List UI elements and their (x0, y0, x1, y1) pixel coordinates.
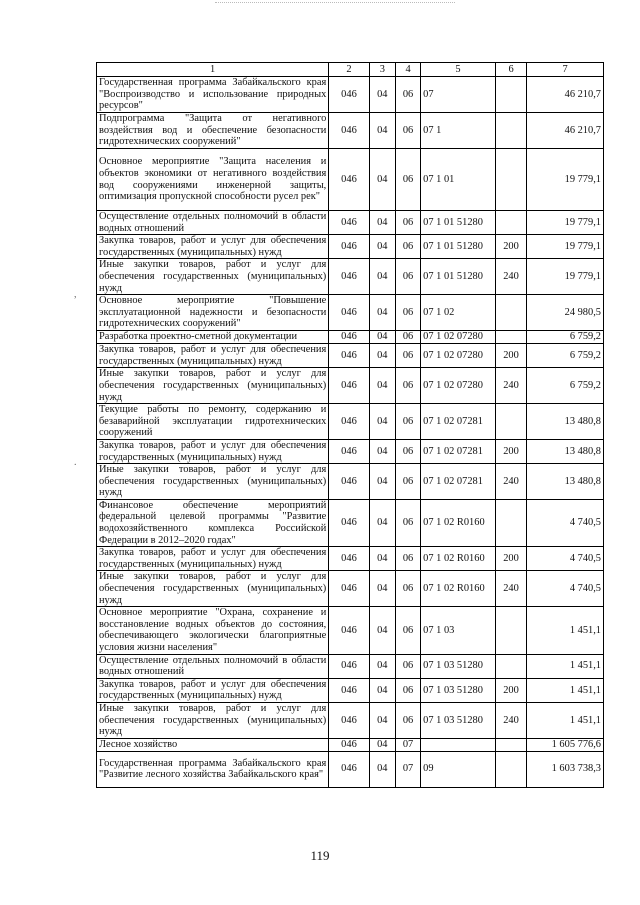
sum-cell: 19 779,1 (527, 259, 604, 295)
pr-cell: 06 (395, 368, 420, 404)
csr-cell: 09 (421, 751, 496, 787)
rz-cell: 04 (369, 738, 395, 751)
sum-cell: 46 210,7 (527, 77, 604, 113)
row-name-cell: Закупка товаров, работ и услуг для обеспечения государственных (муниципальных) нужд (97, 678, 329, 702)
pr-cell: 06 (395, 235, 420, 259)
pr-cell: 06 (395, 331, 420, 344)
rz-cell: 04 (369, 295, 395, 331)
vr-cell (495, 77, 526, 113)
row-name-cell: Подпрограмма "Защита от негативного воздействия вод и обеспечение безопасности гидротехнических сооружений" (97, 113, 329, 149)
rz-cell: 04 (369, 678, 395, 702)
rz-cell: 04 (369, 607, 395, 654)
vr-cell (495, 404, 526, 440)
row-name-cell: Государственная программа Забайкальского края "Воспроизводство и использование природных ресурсов" (97, 77, 329, 113)
sum-cell: 1 605 776,6 (527, 738, 604, 751)
rz-cell: 04 (369, 259, 395, 295)
pr-cell: 06 (395, 464, 420, 500)
row-name-cell: Закупка товаров, работ и услуг для обеспечения государственных (муниципальных) нужд (97, 547, 329, 571)
table-row (97, 439, 604, 463)
rz-cell: 04 (369, 331, 395, 344)
gr-cell: 046 (329, 547, 369, 571)
pr-cell: 06 (395, 547, 420, 571)
row-name-cell: Государственная программа Забайкальского края "Развитие лесного хозяйства Забайкальского края" (97, 751, 329, 787)
rz-cell: 04 (369, 571, 395, 607)
row-name-cell: Основное мероприятие "Охрана, сохранение и восстановление водных объектов до состояния, обеспечивающего экологически благоприятные условия жизни населения" (97, 607, 329, 654)
vr-cell (495, 654, 526, 678)
vr-cell (495, 211, 526, 235)
sum-cell: 1 451,1 (527, 678, 604, 702)
vr-cell: 240 (495, 464, 526, 500)
margin-mark: . (74, 457, 77, 468)
rz-cell: 04 (369, 149, 395, 211)
gr-cell: 046 (329, 751, 369, 787)
row-name-cell: Закупка товаров, работ и услуг для обеспечения государственных (муниципальных) нужд (97, 439, 329, 463)
gr-cell: 046 (329, 654, 369, 678)
rz-cell: 04 (369, 751, 395, 787)
sum-cell: 1 451,1 (527, 702, 604, 738)
vr-cell: 200 (495, 547, 526, 571)
sum-cell: 1 451,1 (527, 607, 604, 654)
table-row (97, 259, 604, 295)
vr-cell: 240 (495, 368, 526, 404)
csr-cell: 07 1 03 (421, 607, 496, 654)
table-row (97, 295, 604, 331)
csr-cell: 07 1 02 07281 (421, 439, 496, 463)
row-name-cell: Иные закупки товаров, работ и услуг для обеспечения государственных (муниципальных) нужд (97, 368, 329, 404)
csr-cell: 07 1 02 (421, 295, 496, 331)
header-cell: 2 (329, 63, 369, 77)
vr-cell (495, 149, 526, 211)
vr-cell: 240 (495, 571, 526, 607)
table-row (97, 738, 604, 751)
row-name-cell: Основное мероприятие "Защита населения и объектов экономики от негативного воздействия вод сооружениями инженерной защиты, оптимизация пропускной способности русел рек" (97, 149, 329, 211)
csr-cell: 07 1 02 07281 (421, 404, 496, 440)
row-name-cell: Иные закупки товаров, работ и услуг для обеспечения государственных (муниципальных) нужд (97, 464, 329, 500)
sum-cell: 19 779,1 (527, 149, 604, 211)
table-row (97, 368, 604, 404)
rz-cell: 04 (369, 211, 395, 235)
row-name-cell: Закупка товаров, работ и услуг для обеспечения государственных (муниципальных) нужд (97, 235, 329, 259)
row-name-cell: Иные закупки товаров, работ и услуг для обеспечения государственных (муниципальных) нужд (97, 702, 329, 738)
sum-cell: 6 759,2 (527, 344, 604, 368)
gr-cell: 046 (329, 571, 369, 607)
sum-cell: 4 740,5 (527, 547, 604, 571)
rz-cell: 04 (369, 344, 395, 368)
header-cell: 5 (421, 63, 496, 77)
rz-cell: 04 (369, 77, 395, 113)
csr-cell: 07 1 02 R0160 (421, 547, 496, 571)
csr-cell: 07 1 01 51280 (421, 259, 496, 295)
csr-cell: 07 1 01 (421, 149, 496, 211)
rz-cell: 04 (369, 235, 395, 259)
pr-cell: 06 (395, 344, 420, 368)
csr-cell: 07 1 02 07280 (421, 344, 496, 368)
table-row (97, 211, 604, 235)
pr-cell: 06 (395, 149, 420, 211)
table-row (97, 654, 604, 678)
rz-cell: 04 (369, 439, 395, 463)
sum-cell: 6 759,2 (527, 368, 604, 404)
rz-cell: 04 (369, 654, 395, 678)
pr-cell: 06 (395, 571, 420, 607)
csr-cell: 07 1 (421, 113, 496, 149)
sum-cell: 13 480,8 (527, 439, 604, 463)
sum-cell: 46 210,7 (527, 113, 604, 149)
sum-cell: 4 740,5 (527, 499, 604, 546)
vr-cell (495, 738, 526, 751)
rz-cell: 04 (369, 404, 395, 440)
pr-cell: 06 (395, 77, 420, 113)
header-cell: 4 (395, 63, 420, 77)
table-row (97, 149, 604, 211)
table-row (97, 607, 604, 654)
vr-cell: 240 (495, 259, 526, 295)
table-row (97, 77, 604, 113)
gr-cell: 046 (329, 607, 369, 654)
header-cell: 3 (369, 63, 395, 77)
vr-cell (495, 295, 526, 331)
vr-cell (495, 499, 526, 546)
sum-cell: 19 779,1 (527, 211, 604, 235)
pr-cell: 06 (395, 702, 420, 738)
budget-table (96, 62, 604, 788)
pr-cell: 06 (395, 259, 420, 295)
rz-cell: 04 (369, 368, 395, 404)
table-row (97, 235, 604, 259)
gr-cell: 046 (329, 149, 369, 211)
pr-cell: 06 (395, 295, 420, 331)
rz-cell: 04 (369, 547, 395, 571)
rz-cell: 04 (369, 702, 395, 738)
csr-cell: 07 1 01 51280 (421, 211, 496, 235)
pr-cell: 06 (395, 211, 420, 235)
csr-cell: 07 1 03 51280 (421, 702, 496, 738)
gr-cell: 046 (329, 702, 369, 738)
csr-cell: 07 1 03 51280 (421, 678, 496, 702)
vr-cell: 200 (495, 439, 526, 463)
table-row (97, 113, 604, 149)
gr-cell: 046 (329, 678, 369, 702)
pr-cell: 06 (395, 678, 420, 702)
row-name-cell: Иные закупки товаров, работ и услуг для обеспечения государственных (муниципальных) нужд (97, 259, 329, 295)
vr-cell (495, 751, 526, 787)
top-scan-rule (215, 2, 455, 3)
gr-cell: 046 (329, 295, 369, 331)
pr-cell: 06 (395, 113, 420, 149)
table-row (97, 702, 604, 738)
pr-cell: 06 (395, 439, 420, 463)
header-cell: 6 (495, 63, 526, 77)
pr-cell: 07 (395, 738, 420, 751)
table-row (97, 344, 604, 368)
vr-cell (495, 113, 526, 149)
table-body (97, 77, 604, 788)
header-cell: 1 (97, 63, 329, 77)
gr-cell: 046 (329, 368, 369, 404)
gr-cell: 046 (329, 259, 369, 295)
gr-cell: 046 (329, 113, 369, 149)
table-row (97, 678, 604, 702)
table-row (97, 751, 604, 787)
sum-cell: 19 779,1 (527, 235, 604, 259)
vr-cell (495, 331, 526, 344)
row-name-cell: Разработка проектно-сметной документации (97, 331, 329, 344)
csr-cell: 07 1 03 51280 (421, 654, 496, 678)
rz-cell: 04 (369, 464, 395, 500)
csr-cell: 07 1 02 07280 (421, 368, 496, 404)
rz-cell: 04 (369, 113, 395, 149)
gr-cell: 046 (329, 439, 369, 463)
margin-mark: , (74, 289, 77, 300)
sum-cell: 13 480,8 (527, 464, 604, 500)
gr-cell: 046 (329, 211, 369, 235)
rz-cell: 04 (369, 499, 395, 546)
table-row (97, 571, 604, 607)
vr-cell: 200 (495, 344, 526, 368)
csr-cell: 07 1 02 07281 (421, 464, 496, 500)
sum-cell: 1 451,1 (527, 654, 604, 678)
gr-cell: 046 (329, 235, 369, 259)
sum-cell: 24 980,5 (527, 295, 604, 331)
vr-cell: 200 (495, 235, 526, 259)
pr-cell: 06 (395, 607, 420, 654)
row-name-cell: Осуществление отдельных полномочий в области водных отношений (97, 211, 329, 235)
row-name-cell: Закупка товаров, работ и услуг для обеспечения государственных (муниципальных) нужд (97, 344, 329, 368)
row-name-cell: Лесное хозяйство (97, 738, 329, 751)
gr-cell: 046 (329, 738, 369, 751)
pr-cell: 07 (395, 751, 420, 787)
gr-cell: 046 (329, 499, 369, 546)
csr-cell: 07 1 02 R0160 (421, 571, 496, 607)
vr-cell: 240 (495, 702, 526, 738)
gr-cell: 046 (329, 77, 369, 113)
row-name-cell: Иные закупки товаров, работ и услуг для обеспечения государственных (муниципальных) нужд (97, 571, 329, 607)
table-row (97, 404, 604, 440)
csr-cell (421, 738, 496, 751)
table-row (97, 547, 604, 571)
csr-cell: 07 1 02 R0160 (421, 499, 496, 546)
pr-cell: 06 (395, 499, 420, 546)
table-header-row (97, 63, 604, 77)
vr-cell: 200 (495, 678, 526, 702)
gr-cell: 046 (329, 464, 369, 500)
gr-cell: 046 (329, 331, 369, 344)
csr-cell: 07 (421, 77, 496, 113)
vr-cell (495, 607, 526, 654)
csr-cell: 07 1 02 07280 (421, 331, 496, 344)
pr-cell: 06 (395, 654, 420, 678)
header-cell: 7 (527, 63, 604, 77)
table-row (97, 464, 604, 500)
sum-cell: 6 759,2 (527, 331, 604, 344)
page-number: 119 (310, 848, 330, 863)
sum-cell: 13 480,8 (527, 404, 604, 440)
csr-cell: 07 1 01 51280 (421, 235, 496, 259)
row-name-cell: Осуществление отдельных полномочий в области водных отношений (97, 654, 329, 678)
table-row (97, 499, 604, 546)
sum-cell: 1 603 738,3 (527, 751, 604, 787)
gr-cell: 046 (329, 344, 369, 368)
pr-cell: 06 (395, 404, 420, 440)
gr-cell: 046 (329, 404, 369, 440)
row-name-cell: Финансовое обеспечение мероприятий федеральной целевой программы "Развитие водохозяйственного комплекса Российской Федерации в 2012–2020 годах" (97, 499, 329, 546)
row-name-cell: Текущие работы по ремонту, содержанию и безаварийной эксплуатации гидротехнических сооружений (97, 404, 329, 440)
row-name-cell: Основное мероприятие "Повышение эксплуатационной надежности и безопасности гидротехнических сооружений" (97, 295, 329, 331)
sum-cell: 4 740,5 (527, 571, 604, 607)
table-row (97, 331, 604, 344)
